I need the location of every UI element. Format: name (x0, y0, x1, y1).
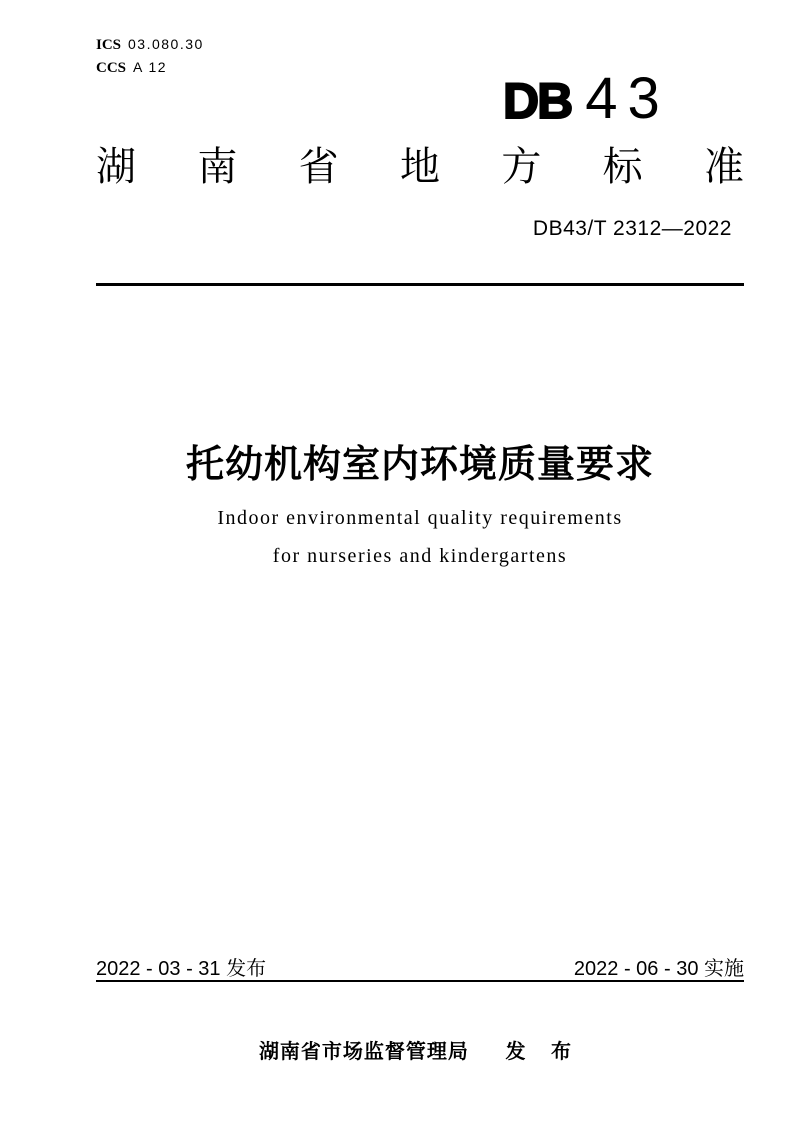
document-title-en (76, 499, 764, 575)
ccs-line (96, 56, 204, 79)
date-row (96, 952, 744, 981)
standard-type-char: 南 (197, 145, 238, 189)
standard-code: DB43/T 2312—2022 (532, 217, 732, 240)
title-en-line2: for nurseries and kindergartens (272, 545, 568, 567)
db43-logo (503, 66, 670, 131)
ics-line (96, 33, 204, 56)
ics-value: 03.080.30 (128, 36, 204, 52)
publish-label: 发 布 (505, 1041, 582, 1063)
ics-label: ICS (96, 37, 122, 53)
standard-type-char: 准 (703, 145, 744, 189)
footer-rule (96, 980, 744, 982)
ccs-label: CCS (96, 60, 127, 76)
standard-type-title (96, 147, 744, 187)
db-logo-number: 43 (585, 66, 670, 131)
standard-type-char: 标 (602, 145, 643, 189)
ccs-value: A 12 (133, 59, 168, 75)
document-title-cn: 托幼机构室内环境质量要求 (185, 444, 654, 486)
publisher-name: 湖南省市场监督管理局 (258, 1041, 469, 1063)
standard-type-char: 省 (298, 145, 339, 189)
title-en-line1: Indoor environmental quality requirements (217, 507, 623, 529)
publisher-row (76, 1035, 764, 1064)
standard-type-char: 地 (399, 145, 440, 189)
issue-date: 2022 - 03 - 31 发布 (96, 958, 267, 980)
header-rule (96, 283, 744, 286)
db-logo-letters: DB (503, 73, 572, 129)
implement-date: 2022 - 06 - 30 实施 (573, 958, 744, 980)
standard-type-char: 湖 (96, 145, 136, 189)
classification-codes (96, 33, 204, 79)
standard-type-char: 方 (501, 145, 542, 189)
